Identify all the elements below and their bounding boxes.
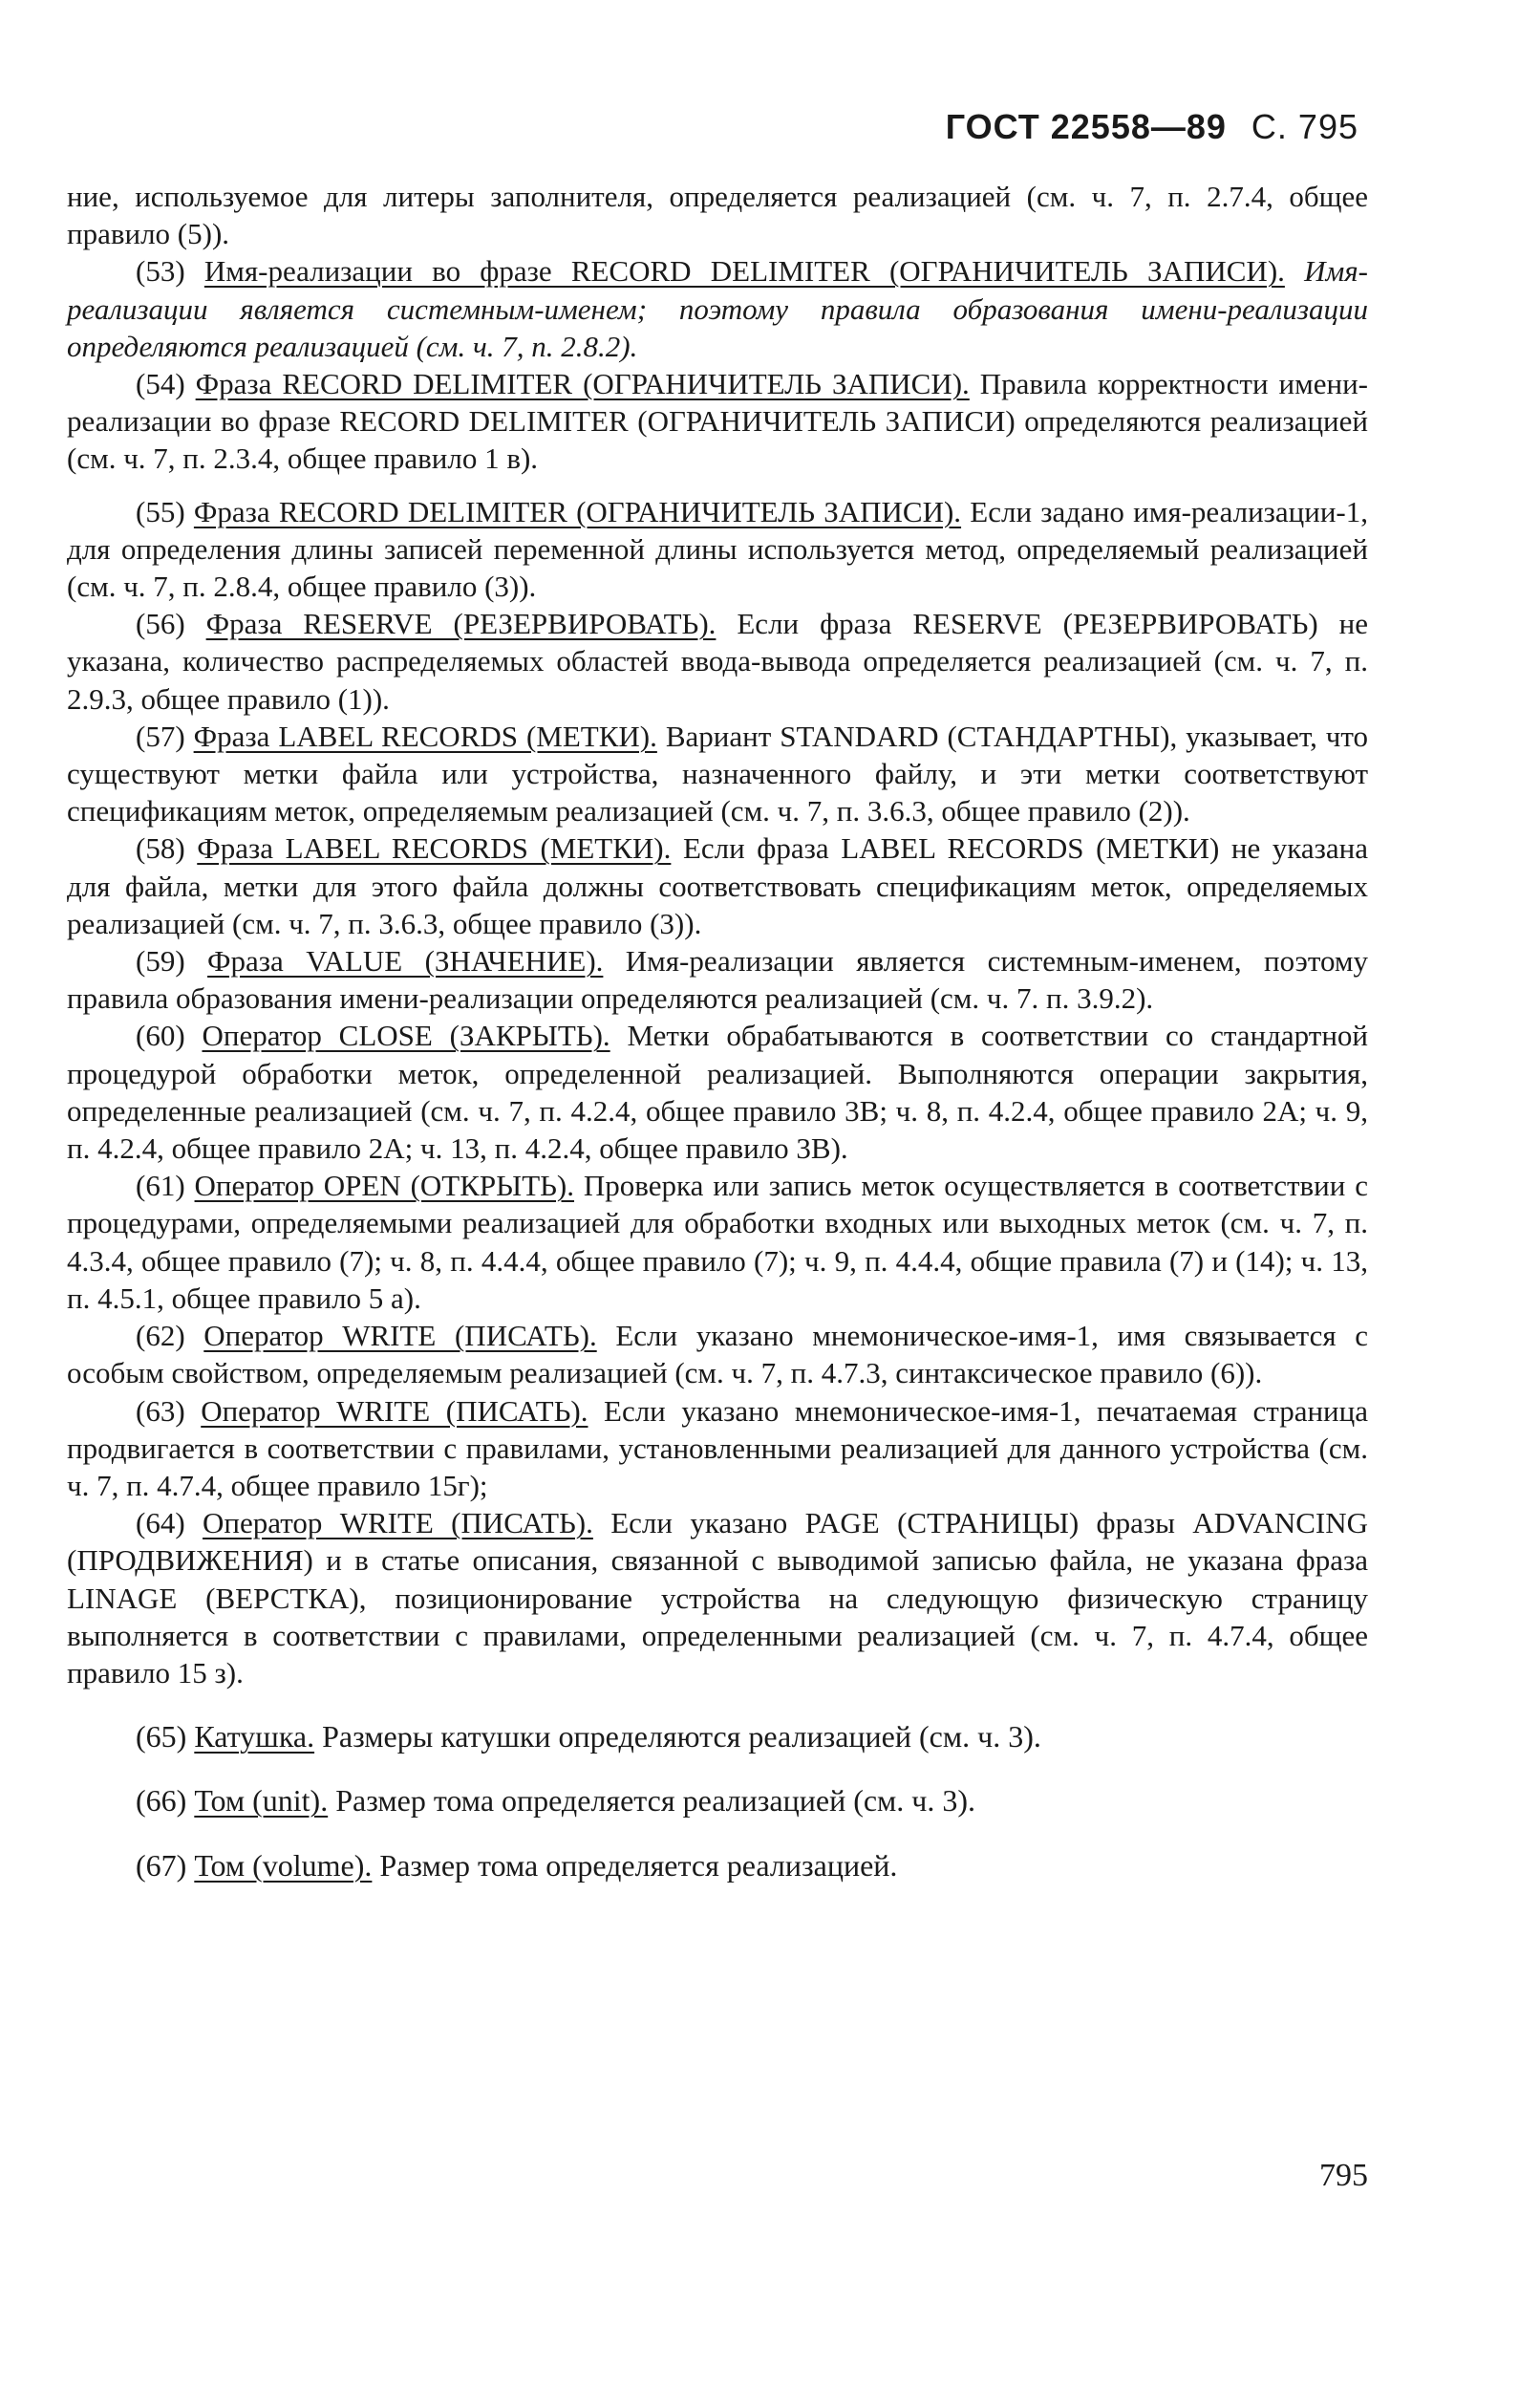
- item-number: (58): [136, 831, 185, 866]
- paragraph-58: [67, 829, 1368, 942]
- item-title: Оператор WRITE (ПИСАТЬ).: [203, 1506, 593, 1540]
- item-title: Том (volume).: [194, 1847, 373, 1883]
- item-text: Если указано мнемоническое-имя-1, имя связывается с особым свойством, определяемым реализацией (см. ч. 7, п. 4.7.3, синтаксическое правило (6)).: [67, 1319, 1369, 1390]
- paragraph-text: ние, используемое для литеры заполнителя, определяется реализацией (см. ч. 7, п. 2.7.4, общее правило (5)).: [67, 180, 1368, 251]
- paragraph-53: [67, 252, 1368, 365]
- item-title: Фраза RESERVE (РЕЗЕРВИРОВАТЬ).: [205, 607, 717, 641]
- paragraph-56: [67, 605, 1368, 718]
- paragraph-67: [67, 1847, 1368, 1884]
- item-number: (61): [136, 1169, 185, 1203]
- item-number: (54): [136, 367, 185, 401]
- item-number: (59): [136, 944, 185, 979]
- item-title: Оператор WRITE (ПИСАТЬ).: [203, 1319, 597, 1353]
- item-text: Правила корректности имени-реализации во фразе RECORD DELIMITER (ОГРАНИЧИТЕЛЬ ЗАПИСИ) определяются реализацией (см. ч. 7, п. 2.3.4, общее правило 1 в).: [67, 367, 1369, 476]
- item-number: (53): [136, 254, 185, 289]
- item-number: (67): [136, 1847, 187, 1883]
- page-number: 795: [1319, 2158, 1368, 2193]
- item-title: Том (unit).: [194, 1783, 329, 1819]
- item-text: Проверка или запись меток осуществляется в соответствии с процедурами, определяемыми реализацией для обработки входных или выходных меток (см. ч. 7, п. 4.3.4, общее правило (7); ч. 8, п. 4.4.4, общее правило (7); ч. 9, п. 4.4.4, общие правила (7) и (14); ч. 13, п. 4.5.1, общее правило 5 а).: [67, 1169, 1369, 1315]
- item-text: Вариант STANDARD (СТАНДАРТНЫ), указывает, что существуют метки файла или устройства, назначенного файлу, и эти метки соответствуют спецификациям меток, определяемым реализацией (см. ч. 7, п. 3.6.3, общее правило (2)).: [67, 719, 1369, 829]
- item-title: Фраза VALUE (ЗНАЧЕНИЕ).: [207, 944, 604, 979]
- item-text: Размер тома определяется реализацией (см. ч. 3).: [335, 1783, 976, 1819]
- item-number: (57): [136, 719, 185, 753]
- item-number: (55): [136, 494, 185, 528]
- item-text: Размеры катушки определяются реализацией (см. ч. 3).: [322, 1719, 1041, 1754]
- paragraph-54: [67, 365, 1368, 478]
- item-text: Если указано мнемоническое-имя-1, печатаемая страница продвигается в соответствии с правилами, установленными реализацией для данного устройства (см. ч. 7, п. 4.7.4, общее правило 15г);: [67, 1393, 1368, 1502]
- item-text: Имя-реализации является системным-именем, поэтому правила образования имени-реализации определяются реализацией (см. ч. 7. п. 3.9.2).: [67, 944, 1368, 1016]
- item-title: Фраза RECORD DELIMITER (ОГРАНИЧИТЕЛЬ ЗАПИСИ).: [193, 494, 962, 528]
- item-title: Фраза LABEL RECORDS (МЕТКИ).: [193, 719, 657, 753]
- paragraph-55: [67, 493, 1368, 606]
- item-title: Фраза LABEL RECORDS (МЕТКИ).: [197, 831, 672, 866]
- paragraph-66: [67, 1782, 1368, 1819]
- item-title: Оператор WRITE (ПИСАТЬ).: [201, 1393, 588, 1428]
- item-title: Оператор OPEN (ОТКРЫТЬ).: [194, 1169, 575, 1203]
- paragraph-continuation: [67, 178, 1368, 252]
- item-number: (56): [136, 607, 185, 641]
- paragraph-59: [67, 942, 1368, 1017]
- paragraph-63: [67, 1392, 1368, 1505]
- item-text: Имя-реализации является системным-именем; поэтому правила образования имени-реализации определяются реализацией (см. ч. 7, п. 2.8.2).: [67, 254, 1368, 363]
- item-number: (60): [136, 1019, 185, 1053]
- paragraph-65: [67, 1718, 1368, 1755]
- item-title: Оператор CLOSE (ЗАКРЫТЬ).: [202, 1019, 610, 1053]
- item-text: Если фраза LABEL RECORDS (МЕТКИ) не указана для файла, метки для этого файла должны соответствовать спецификациям меток, определяемых реализацией (см. ч. 7, п. 3.6.3, общее правило (3)).: [67, 831, 1369, 940]
- item-title: Фраза RECORD DELIMITER (ОГРАНИЧИТЕЛЬ ЗАПИСИ).: [195, 367, 970, 401]
- item-number: (66): [136, 1783, 187, 1819]
- paragraph-60: [67, 1017, 1368, 1167]
- paragraph-61: [67, 1167, 1368, 1317]
- item-text: Если указано PAGE (СТРАНИЦЫ) фразы ADVANCING (ПРОДВИЖЕНИЯ) и в статье описания, связанной с выводимой записью файла, не указана фраза LINAGE (ВЕРСТКА), позиционирование устройства на следующую физическую страницу выполняется в соответствии с правилами, определенными реализацией (см. ч. 7, п. 4.7.4, общее правило 15 з).: [67, 1506, 1369, 1690]
- item-text: Если фраза RESERVE (РЕЗЕРВИРОВАТЬ) не указана, количество распределяемых областей ввода-вывода определяется реализацией (см. ч. 7, п. 2.9.3, общее правило (1)).: [67, 607, 1369, 716]
- item-text: Размер тома определяется реализацией.: [379, 1847, 898, 1883]
- paragraph-57: [67, 718, 1368, 830]
- item-text: Если задано имя-реализации-1, для определения длины записей переменной длины используется метод, определяемый реализацией (см. ч. 7, п. 2.8.4, общее правило (3)).: [67, 494, 1369, 604]
- item-number: (65): [136, 1719, 187, 1754]
- paragraph-64: [67, 1504, 1368, 1691]
- item-number: (63): [136, 1393, 185, 1428]
- item-number: (62): [136, 1319, 185, 1353]
- standard-number: ГОСТ 22558—89: [945, 107, 1227, 146]
- item-text: Метки обрабатываются в соответствии со стандартной процедурой обработки меток, определенной реализацией. Выполняются операции закрытия, определенные реализацией (см. ч. 7, п. 4.2.4, общее правило 3В; ч. 8, п. 4.2.4, общее правило 2А; ч. 9, п. 4.2.4, общее правило 2А; ч. 13, п. 4.2.4, общее правило 3В).: [67, 1019, 1368, 1166]
- item-number: (64): [136, 1506, 185, 1540]
- page-reference: С. 795: [1251, 107, 1358, 146]
- item-title: Катушка.: [194, 1719, 315, 1754]
- item-title: Имя-реализации во фразе RECORD DELIMITER (ОГРАНИЧИТЕЛЬ ЗАПИСИ).: [203, 254, 1285, 289]
- document-body: [67, 178, 1368, 1884]
- page-header: [946, 107, 1358, 147]
- paragraph-62: [67, 1317, 1368, 1391]
